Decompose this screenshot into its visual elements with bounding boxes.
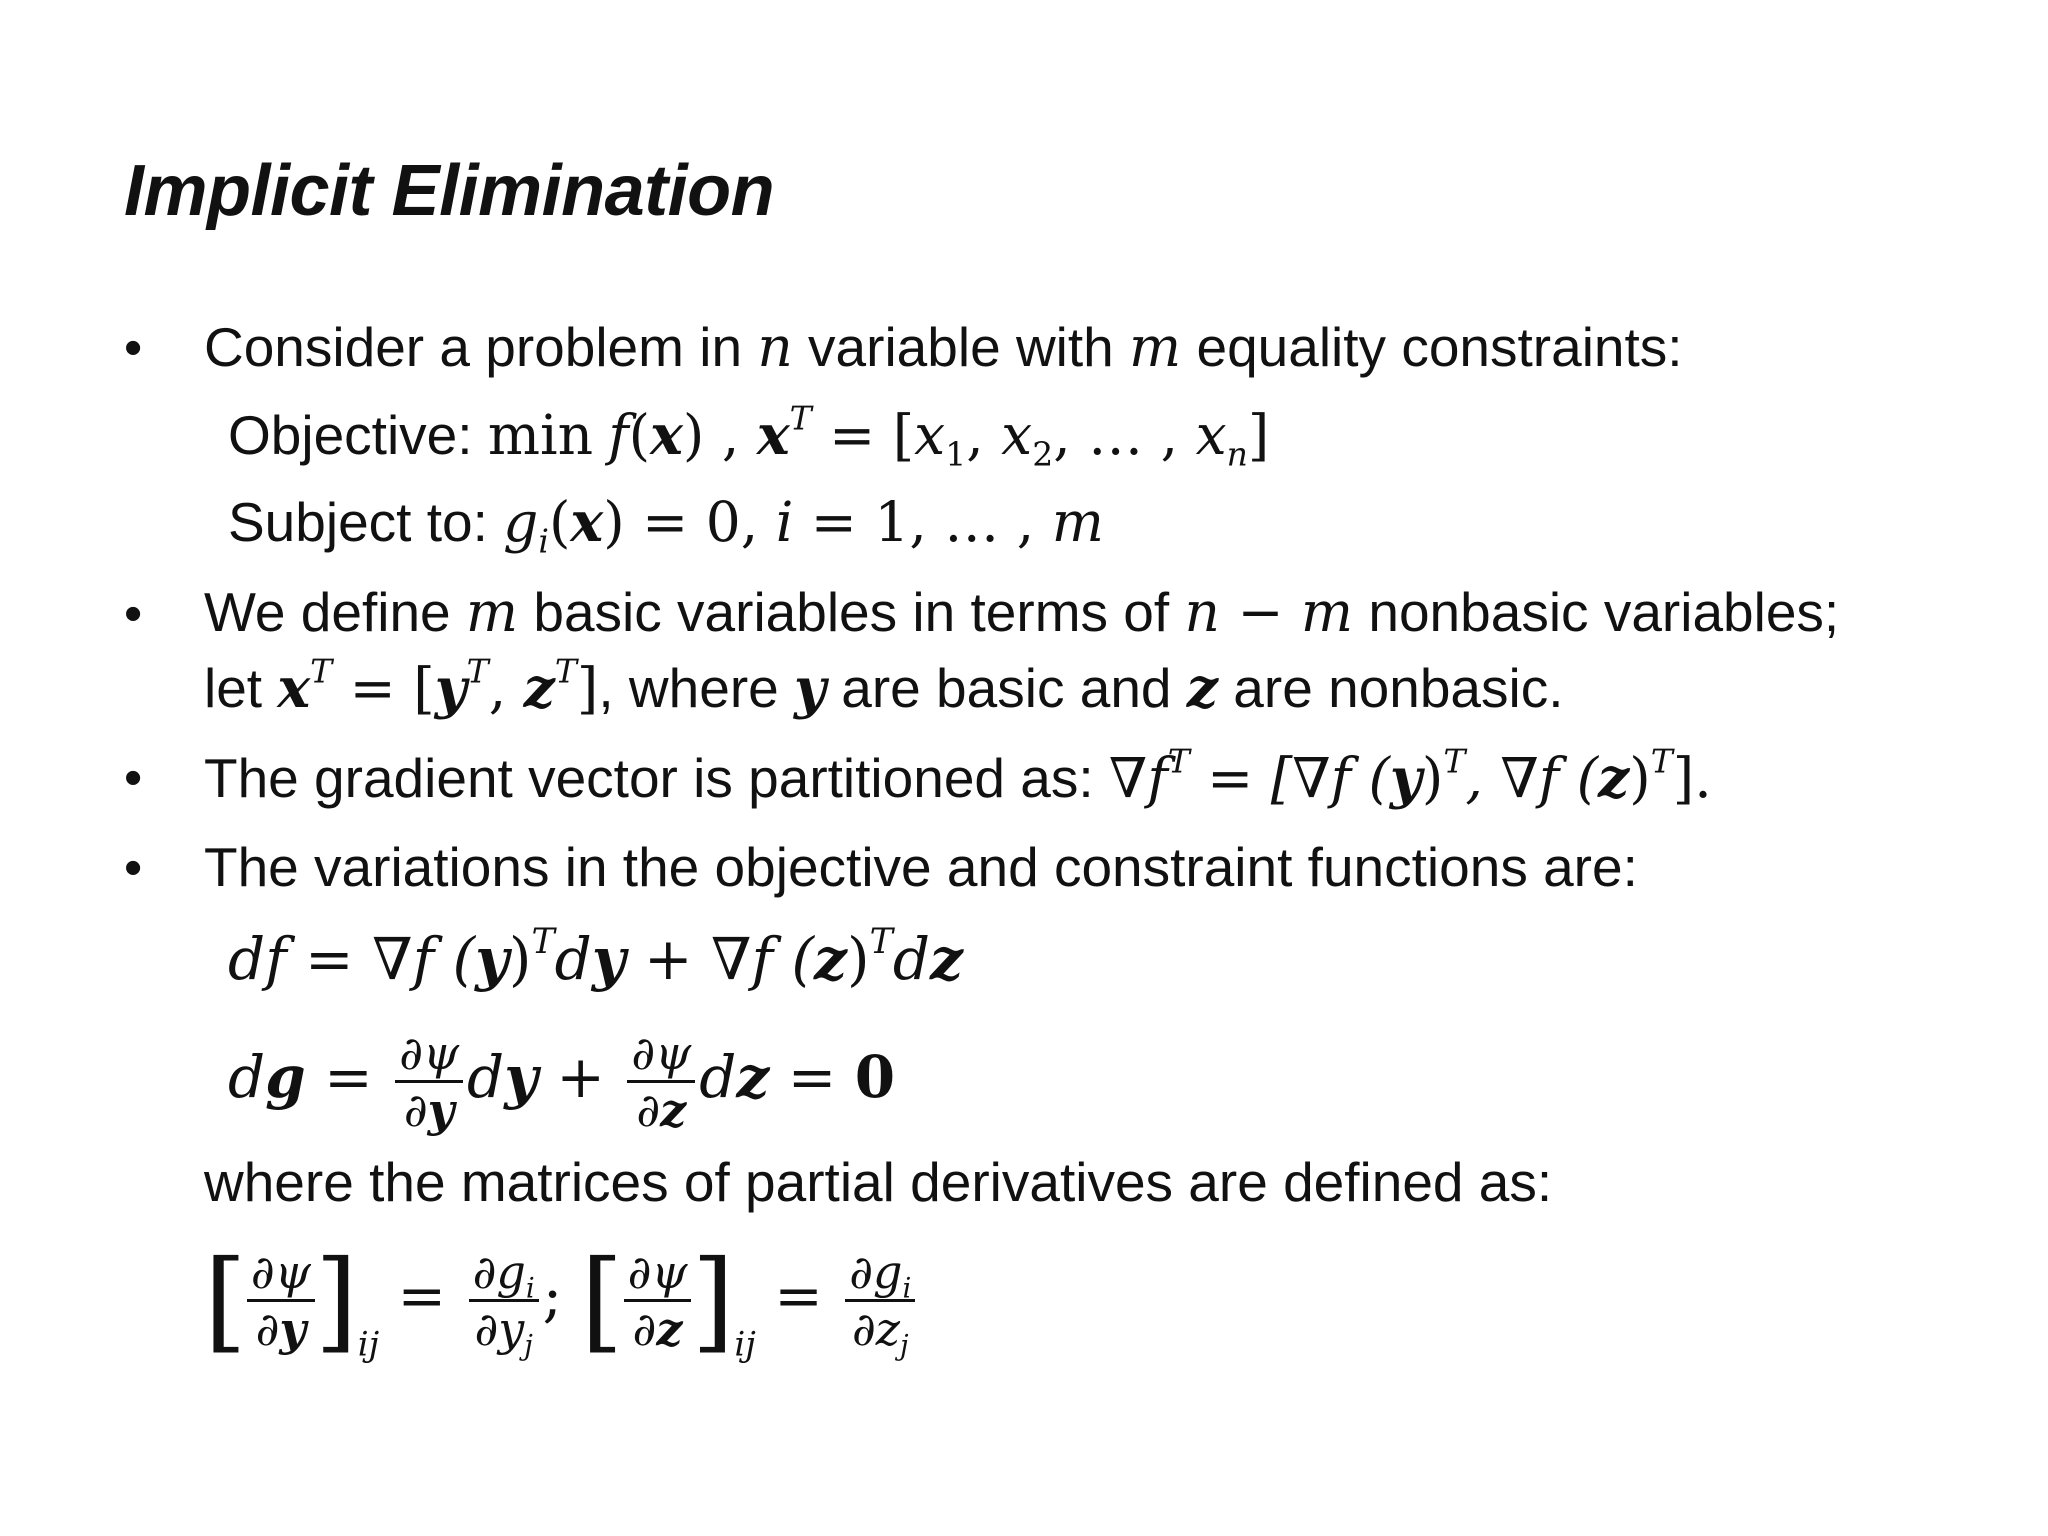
fraction-dpsi-dz: $\frac{\partial\psi}{\partial z}$ [627,1030,695,1133]
fraction-dg-dy: $\frac{\partial g_i}{\partial y_j}$ [469,1249,539,1352]
equation-df: df = ∇f $(y)^Tdy + \nabla f$ $(z)^Tdz$ [228,921,963,993]
objective-line: Objective: min f(x) , $x^T = [x_1$, $x_2$, … , $x_n$] [228,398,1270,474]
bullet-3-text: The gradient vector is partitioned as: $\nabla f^T = [\nabla f$ $(y)^T$, ∇f $(z)^T$]. [204,741,1712,810]
bullet-4-text: The variations in the objective and constraint functions are: [204,836,1638,898]
constraint-line: Subject to: $g_i(x) = 0$, i = 1, … , m [228,489,1104,561]
equation-dg: dg = $\frac{\partial\psi}{\partial y}$ dy + $\frac{\partial\psi}{\partial z}$ dz = 0 [228,1026,896,1137]
fraction-dpsi-dy: $\frac{\partial\psi}{\partial y}$ [395,1030,463,1133]
matrix-fraction-z: $\frac{\partial\psi}{\partial z}$ [624,1249,692,1352]
fraction-dg-dz: $\frac{\partial g_i}{\partial z_j}$ [845,1249,915,1352]
matrix-fraction-y: $\frac{\partial\psi}{\partial y}$ [247,1249,315,1352]
bullet-2-marker: • [124,585,143,643]
bullet-1-text: Consider a problem in n variable with m equality constraints: [204,315,1683,379]
bullet-3-marker: • [124,749,143,807]
where-text: where the matrices of partial derivatives are defined as: [204,1151,1553,1213]
equation-matrices: [ $\frac{\partial\psi}{\partial y}$ ]$_{ij}$ = $\frac{\partial g_i}{\partial y_j}$ ; [ $\frac{\partial\psi}{\partial z}$ ]$_{ij}$ = $\frac{\partial g_i}{\partial z_j}$ [204,1245,919,1361]
bullet-2-line-2: let $x^T = [y^T$, $z^T$], where y are basic and z are nonbasic. [204,651,1564,720]
slide-title: Implicit Elimination [124,151,775,231]
bullet-2-line-1: We define m basic variables in terms of n − m nonbasic variables; [204,580,1840,644]
bullet-4-marker: • [124,839,143,897]
bullet-1-marker: • [124,319,143,377]
